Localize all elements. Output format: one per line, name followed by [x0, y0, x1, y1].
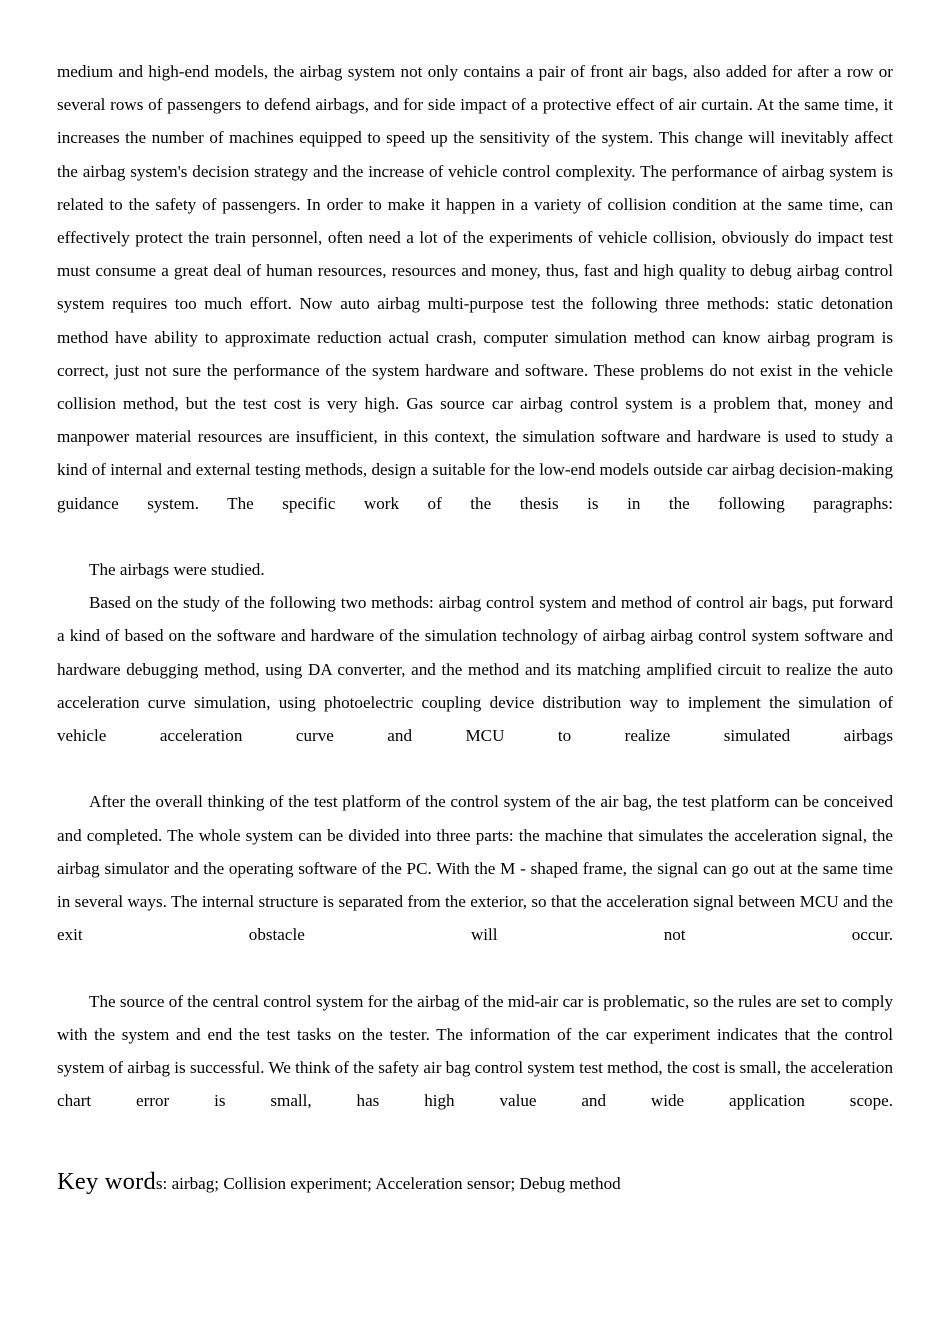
keywords-spacer [57, 1151, 893, 1165]
document-body [57, 55, 893, 1201]
keywords-list: airbag; Collision experiment; Acceleration sensor; Debug method [171, 1173, 621, 1193]
keywords-heading: Key word [57, 1167, 156, 1195]
paragraph-study-methods: Based on the study of the following two methods: airbag control system and method of control air bags, put forward a kind of based on the software and hardware of the simulation technology of airbag airbag control system software and hardware debugging method, using DA converter, and the method and its matching amplified circuit to realize the auto acceleration curve simulation, using photoelectric coupling device distribution way to implement the simulation of vehicle acceleration curve and MCU to realize simulated airbags [57, 593, 893, 746]
paragraph-continuation: medium and high-end models, the airbag system not only contains a pair of front air bags, also added for after a row or several rows of passengers to defend airbags, and for side impact of a protective effect of air curtain. At the same time, it increases the number of machines equipped to speed up the sensitivity of the system. This change will inevitably affect the airbag system's decision strategy and the increase of vehicle control complexity. The performance of airbag system is related to the safety of passengers. In order to make it happen in a variety of collision condition at the same time, can effectively protect the train personnel, often need a lot of the experiments of vehicle collision, obviously do impact test must consume a great deal of human resources, resources and money, thus, fast and high quality to debug airbag control system requires too much effort. Now auto airbag multi-purpose test the following three methods: static detonation method have ability to approximate reduction actual crash, computer simulation method can know airbag program is correct, just not sure the performance of the system hardware and software. These problems do not exist in the vehicle collision method, but the test cost is very high. Gas source car airbag control system is a problem that, money and manpower material resources are insufficient, in this context, the simulation software and hardware is used to study a kind of internal and external testing methods, design a suitable for the low-end models outside car airbag decision-making guidance system. The specific work of the thesis is in the following paragraphs: [57, 62, 893, 513]
keywords-separator: s: [155, 1173, 172, 1193]
paragraph-central-control-source: The source of the central control system for the airbag of the mid-air car is problematic, so the rules are set to comply with the system and end the test tasks on the tester. The information of the car experiment indicates that the control system of airbag is successful. We think of the safety air bag control system test method, the cost is small, the acceleration chart error is small, has high value and wide application scope. [57, 991, 893, 1111]
paragraph-test-platform: After the overall thinking of the test platform of the control system of the air bag, the test platform can be conceived and completed. The whole system can be divided into three parts: the machine that simulates the acceleration signal, the airbag simulator and the operating software of the PC. With the M - shaped frame, the signal can go out at the same time in several ways. The internal structure is separated from the exterior, so that the acceleration signal between MCU and the exit obstacle will not occur. [57, 792, 893, 945]
paragraph-airbags-studied: The airbags were studied. [89, 560, 265, 580]
keywords-line [57, 1165, 893, 1201]
